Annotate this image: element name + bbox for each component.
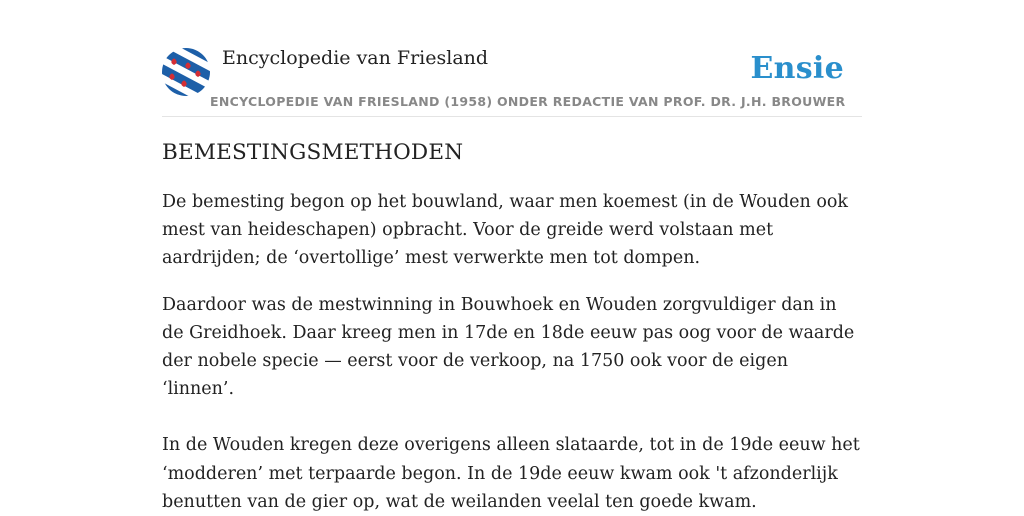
ensie-brand-link[interactable]: Ensie — [750, 51, 844, 86]
frisian-flag-logo-icon[interactable] — [162, 48, 210, 96]
site-title[interactable]: Encyclopedie van Friesland — [222, 47, 489, 69]
article-paragraph: De bemesting begon op het bouwland, waar men koemest (in de Wouden ook mest van heideschapen) opbracht. Voor de greide werd volstaan met aardrijden; de ‘overtollige’ mest verwerkte men tot dompen. — [162, 192, 849, 269]
article-title: BEMESTINGSMETHODEN — [162, 140, 464, 165]
article — [162, 140, 862, 516]
article-paragraph: Daardoor was de mestwinning in Bouwhoek en Wouden zorgvuldiger dan in de Greidhoek. Daar kreeg men in 17de en 18de eeuw pas oog voor de waarde der nobele specie — eerst voor de verkoop, na 1750 ook voor de eigen ‘linnen’. — [162, 294, 855, 400]
encyclopedia-subtitle: ENCYCLOPEDIE VAN FRIESLAND (1958) ONDER REDACTIE VAN PROF. DR. J.H. BROUWER — [210, 94, 846, 109]
header — [162, 44, 862, 117]
article-paragraph: In de Wouden kregen deze overigens alleen slataarde, tot in de 19de eeuw het ‘modderen’ met terpaarde begon. In de 19de eeuw kwam ook 't afzonderlijk benutten van de gier op, wat de weilanden veelal ten goede kwam. — [162, 435, 860, 512]
